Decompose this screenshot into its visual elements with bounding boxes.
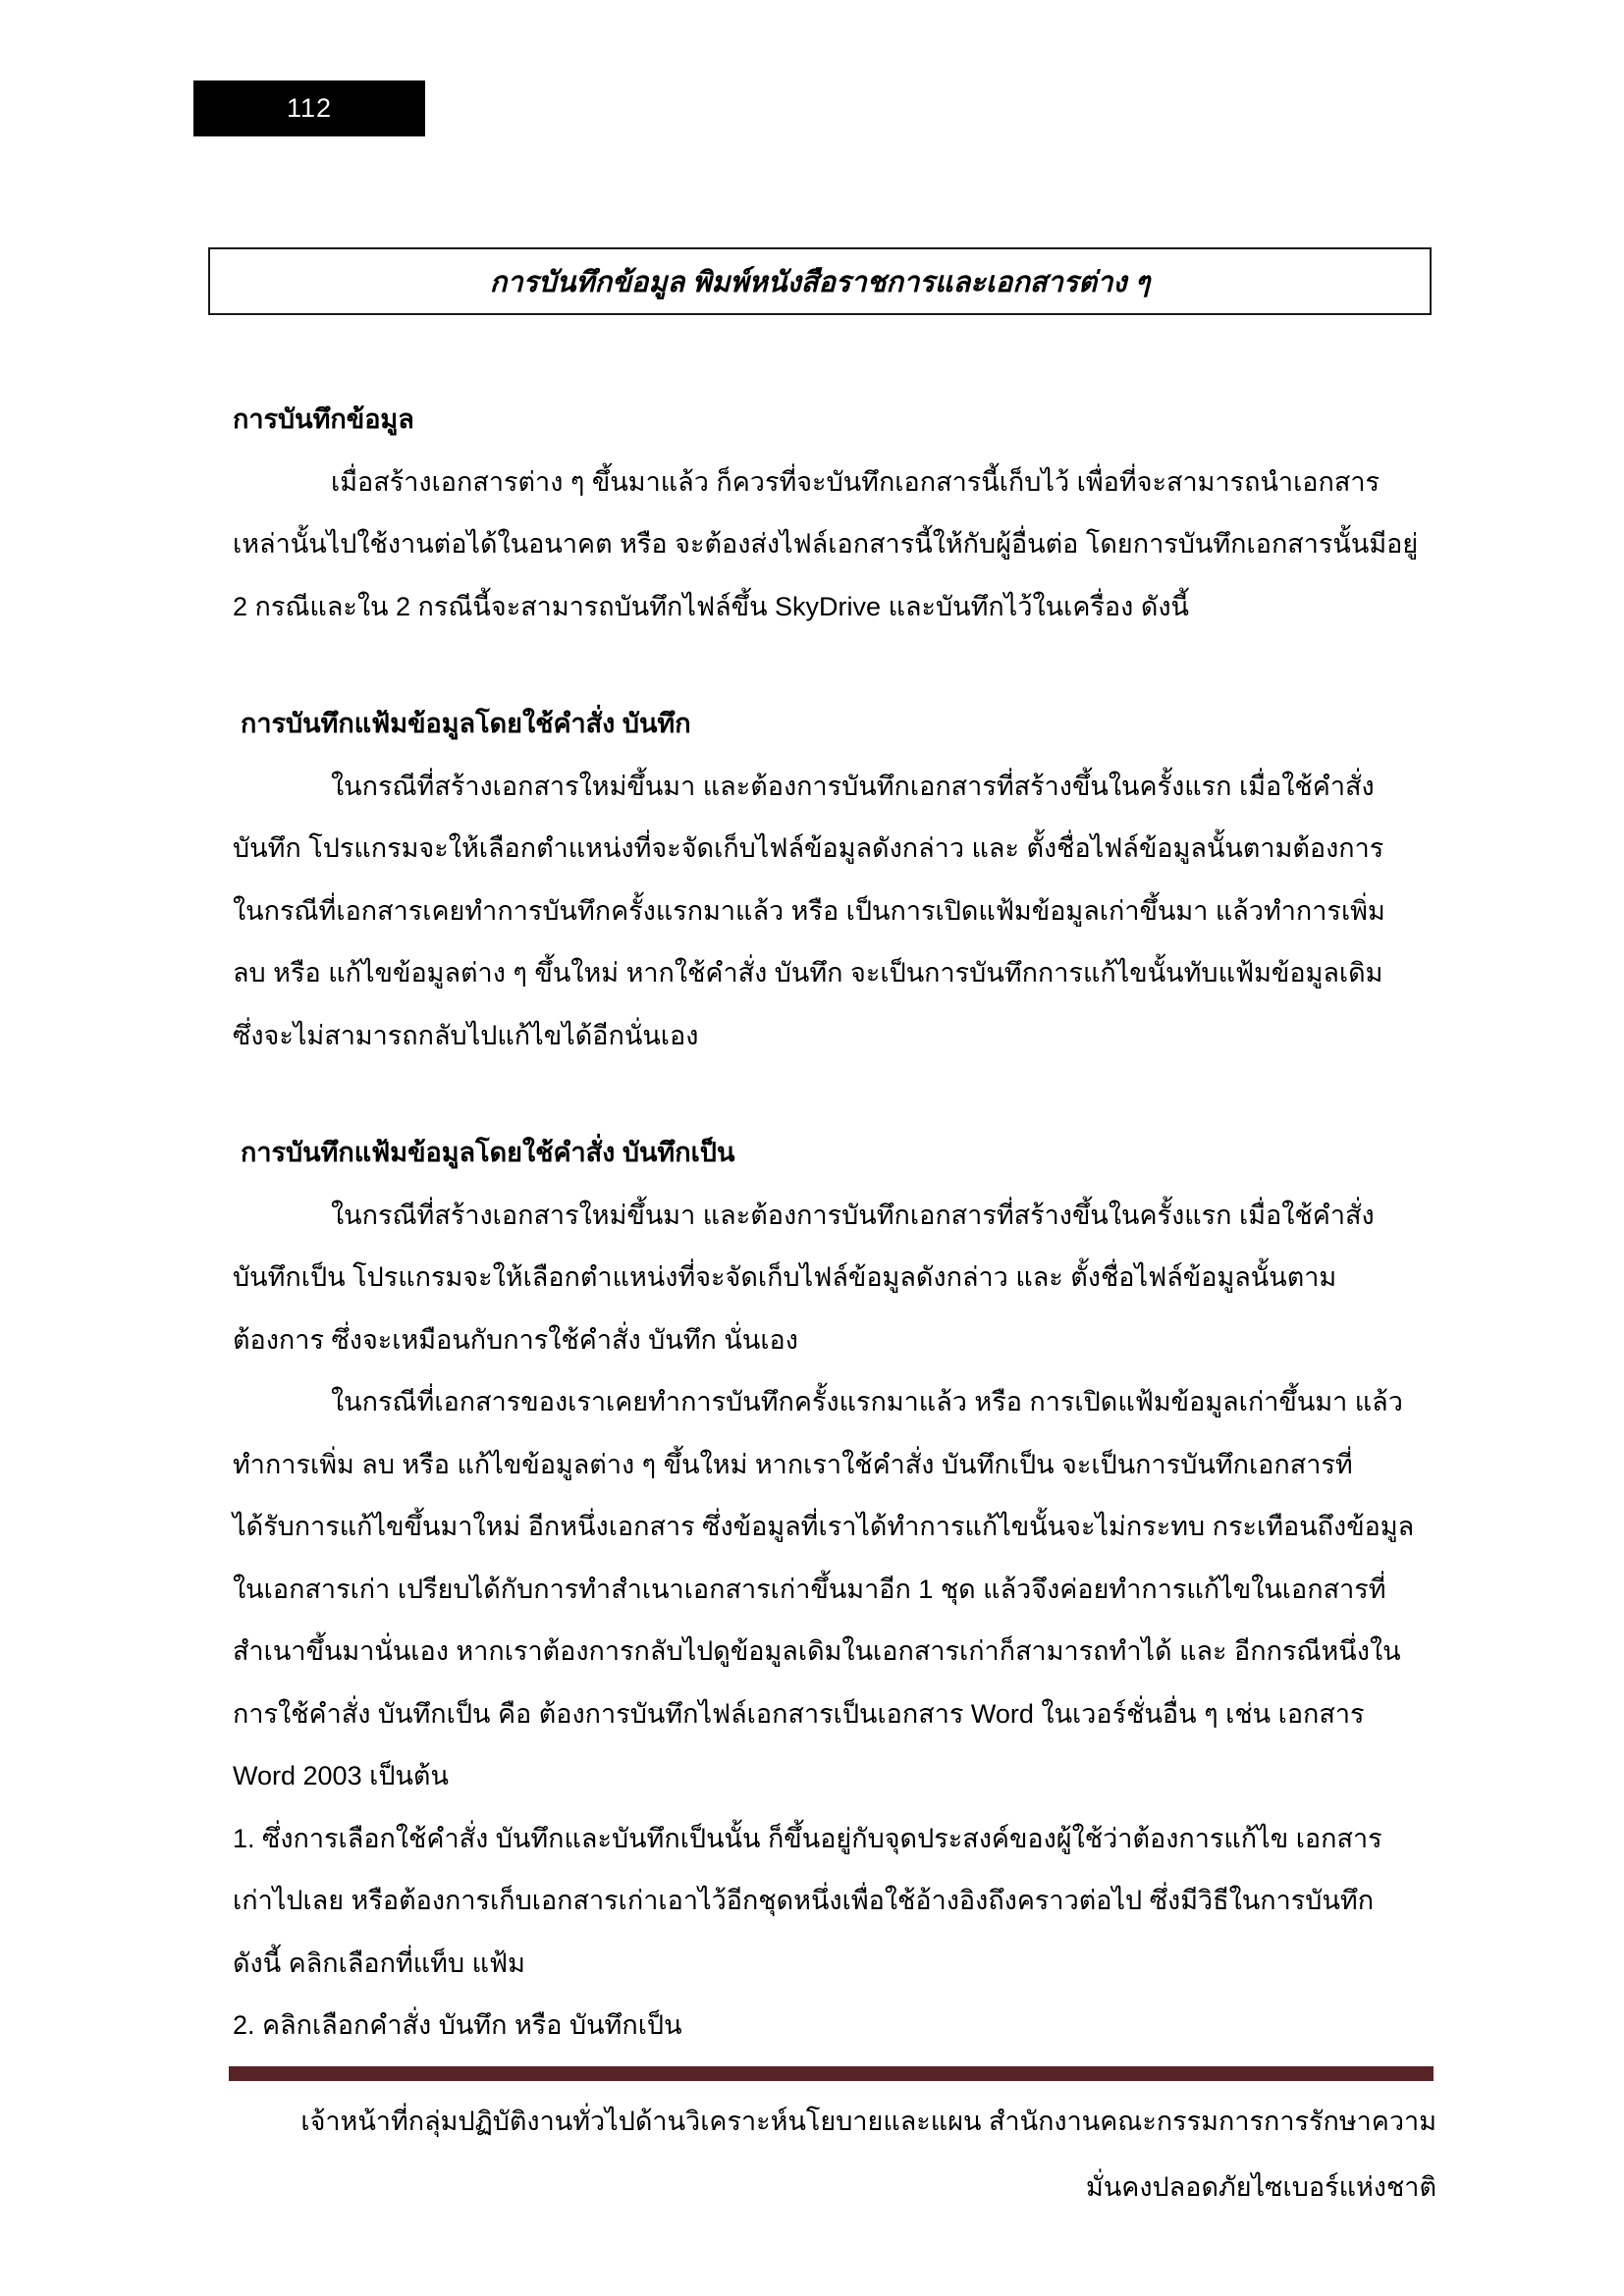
body-line: เมื่อสร้างเอกสารต่าง ๆ ขึ้นมาแล้ว ก็ควรที่จะบันทึกเอกสารนี้เก็บไว้ เพื่อที่จะสามารถนำเอกสาร xyxy=(331,466,1380,497)
body-line: 2 กรณีและใน 2 กรณีนี้จะสามารถบันทึกไฟล์ขึ้น SkyDrive และบันทึกไว้ในเครื่อง ดังนี้ xyxy=(233,591,1190,621)
footer-line: มั่นคงปลอดภัยไซเบอร์แห่งชาติ xyxy=(1086,2172,1436,2202)
section-saving-data xyxy=(233,389,1436,638)
footer-line: เจ้าหน้าที่กลุ่มปฏิบัติงานทั่วไปด้านวิเคราะห์นโยบายและแผน สำนักงานคณะกรรมการการรักษาความ xyxy=(300,2107,1436,2136)
page-footer xyxy=(233,2089,1436,2220)
body-line: ในเอกสารเก่า เปรียบได้กับการทำสำเนาเอกสารเก่าขึ้นมาอีก 1 ชุด แล้วจึงค่อยทำการแก้ไขในเอกสารที่ xyxy=(233,1574,1386,1604)
page-number: 112 xyxy=(286,93,333,123)
list-item-1: 1. ซึ่งการเลือกใช้คำสั่ง บันทึกและบันทึกเป็นนั้น ก็ขึ้นอยู่กับจุดประสงค์ของผู้ใช้ว่าต้องการแก้ไข เอกสาร xyxy=(233,1823,1382,1853)
document-body xyxy=(233,389,1436,2057)
title-box xyxy=(208,247,1432,315)
page-title: การบันทึกข้อมูล พิมพ์หนังสือราชการและเอกสารต่าง ๆ xyxy=(489,266,1151,298)
list-item-2: 2. คลิกเลือกคำสั่ง บันทึก หรือ บันทึกเป็น xyxy=(233,2010,682,2040)
page-number-box xyxy=(193,80,425,136)
body-line: ซึ่งจะไม่สามารถกลับไปแก้ไขได้อีกนั่นเอง xyxy=(233,1020,699,1050)
body-line: บันทึก โปรแกรมจะให้เลือกตำแหน่งที่จะจัดเก็บไฟล์ข้อมูลดังกล่าว และ ตั้งชื่อไฟล์ข้อมูลนั้นตามต้องการ xyxy=(233,833,1384,863)
body-line: ต้องการ ซึ่งจะเหมือนกับการใช้คำสั่ง บันทึก นั่นเอง xyxy=(233,1324,798,1355)
body-line: สำเนาขึ้นมานั่นเอง หากเราต้องการกลับไปดูข้อมูลเดิมในเอกสารเก่าก็สามารถทำได้ และ อีกกรณีหนึ่งใน xyxy=(233,1636,1401,1666)
body-line: ในกรณีที่เอกสารของเราเคยทำการบันทึกครั้งแรกมาแล้ว หรือ การเปิดแฟ้มข้อมูลเก่าขึ้นมา แล้ว xyxy=(331,1387,1403,1416)
body-line: การใช้คำสั่ง บันทึกเป็น คือ ต้องการบันทึกไฟล์เอกสารเป็นเอกสาร Word ในเวอร์ชั่นอื่น ๆ เช่น เอกสาร xyxy=(233,1698,1365,1729)
body-line: ในกรณีที่เอกสารเคยทำการบันทึกครั้งแรกมาแล้ว หรือ เป็นการเปิดแฟ้มข้อมูลเก่าขึ้นมา แล้วทำการเพิ่ม xyxy=(233,895,1385,926)
footer-divider-bar xyxy=(229,2066,1434,2081)
section-heading: การบันทึกแฟ้มข้อมูลโดยใช้คำสั่ง บันทึกเป็น xyxy=(241,1138,735,1167)
section-save-command xyxy=(233,693,1436,1067)
section-heading: การบันทึกข้อมูล xyxy=(233,404,414,434)
body-line: ในกรณีที่สร้างเอกสารใหม่ขึ้นมา และต้องการบันทึกเอกสารที่สร้างขึ้นในครั้งแรก เมื่อใช้คำสั่ง xyxy=(331,1200,1375,1230)
body-line: Word 2003 เป็นต้น xyxy=(233,1761,449,1790)
body-line: เหล่านั้นไปใช้งานต่อได้ในอนาคต หรือ จะต้องส่งไฟล์เอกสารนี้ให้กับผู้อื่นต่อ โดยการบันทึกเอกสารนั้นมีอยู่ xyxy=(233,529,1419,559)
body-line: ในกรณีที่สร้างเอกสารใหม่ขึ้นมา และต้องการบันทึกเอกสารที่สร้างขึ้นในครั้งแรก เมื่อใช้คำสั่ง xyxy=(331,771,1375,801)
body-line: บันทึกเป็น โปรแกรมจะให้เลือกตำแหน่งที่จะจัดเก็บไฟล์ข้อมูลดังกล่าว และ ตั้งชื่อไฟล์ข้อมูลนั้นตาม xyxy=(233,1262,1337,1292)
body-line: ทำการเพิ่ม ลบ หรือ แก้ไขข้อมูลต่าง ๆ ขึ้นใหม่ หากเราใช้คำสั่ง บันทึกเป็น จะเป็นการบันทึกเอกสารที่ xyxy=(233,1449,1353,1479)
body-line: ลบ หรือ แก้ไขข้อมูลต่าง ๆ ขึ้นใหม่ หากใช้คำสั่ง บันทึก จะเป็นการบันทึกการแก้ไขนั้นทับแฟ้มข้อมูลเดิม xyxy=(233,958,1383,988)
section-heading: การบันทึกแฟ้มข้อมูลโดยใช้คำสั่ง บันทึก xyxy=(241,709,691,738)
section-save-as-command xyxy=(233,1122,1436,2057)
body-line: เก่าไปเลย หรือต้องการเก็บเอกสารเก่าเอาไว้อีกชุดหนึ่งเพื่อใช้อ้างอิงถึงคราวต่อไป ซึ่งมีวิธีในการบันทึก xyxy=(233,1886,1375,1915)
body-line: ได้รับการแก้ไขขึ้นมาใหม่ อีกหนึ่งเอกสาร ซึ่งข้อมูลที่เราได้ทำการแก้ไขนั้นจะไม่กระทบ กระเทือนถึงข้อมูล xyxy=(233,1512,1415,1541)
body-line: ดังนี้ คลิกเลือกที่แท็บ แฟ้ม xyxy=(233,1948,525,1978)
